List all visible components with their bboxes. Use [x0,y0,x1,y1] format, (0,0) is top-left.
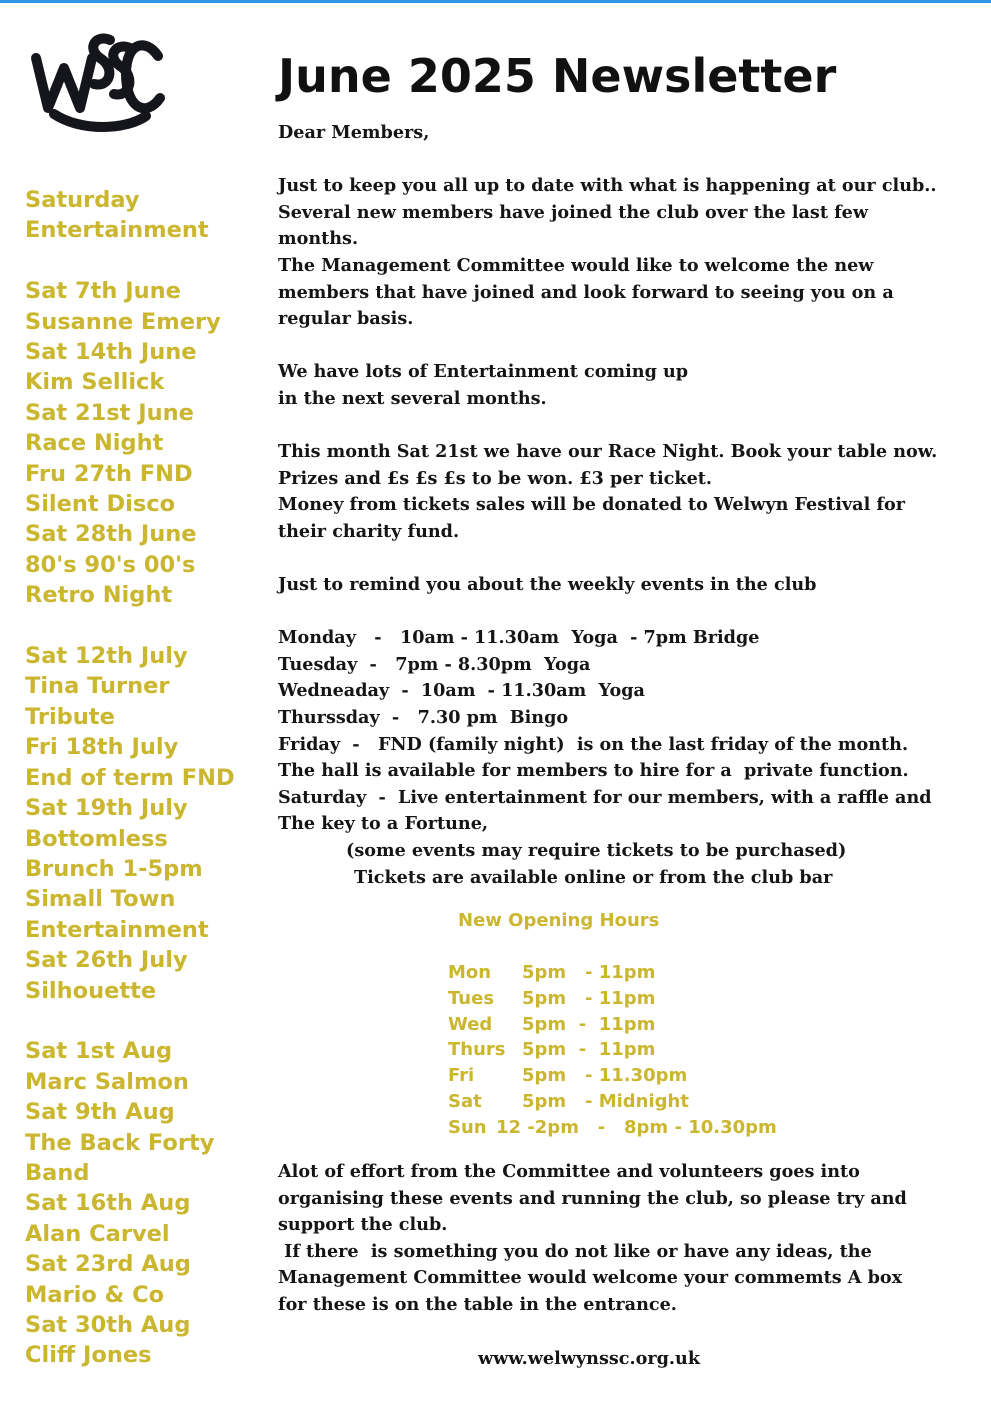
sidebar-item: End of term FND [25,764,235,791]
sidebar-item: Sat 28th June [25,521,197,548]
hours-row: Mon 5pm - 11pm [448,962,656,983]
sidebar-item: The Back Forty [25,1129,215,1156]
sidebar-item: Marc Salmon [25,1068,189,1095]
paragraph-reminder: Just to remind you about the weekly events in the club [278,574,817,596]
top-accent-bar [0,0,991,3]
sidebar-item: Silent Disco [25,491,176,518]
sidebar-item: Entertainment [25,217,209,244]
paragraph-entertainment: We have lots of Entertainment coming up in the next several months. [278,361,689,409]
sidebar-group [25,641,265,1006]
sidebar-item: Sat 1st Aug [25,1038,173,1065]
hours-row: Wed 5pm - 11pm [448,1013,656,1035]
newsletter-letter [278,120,978,891]
page-title: June 2025 Newsletter [278,49,837,103]
sidebar-item: Entertainment [25,916,209,943]
hours-row: Sat 5pm - Midnight [448,1090,689,1112]
sidebar-item: Fri 18th July [25,734,179,761]
sidebar-item: Sat 9th Aug [25,1099,175,1126]
club-logo [26,22,166,134]
sidebar-item: Sat 14th June [25,339,197,366]
website-link[interactable]: www.welwynssc.org.uk [478,1348,701,1369]
sidebar-item: Sat 30th Aug [25,1311,191,1338]
sidebar-item: Brunch 1-5pm [25,855,203,882]
sidebar-item: Sat 7th June [25,278,181,305]
sidebar-item: Band [25,1159,90,1186]
sidebar-item: Cliff Jones [25,1342,152,1369]
ticket-availability-note: Tickets are available online or from the club bar [354,866,833,888]
sidebar-item: Tina Turner [25,673,170,700]
sidebar-item: Bottomless [25,825,168,852]
sidebar-group [25,185,265,246]
hours-row: Tues 5pm - 11pm [448,987,656,1009]
paragraph-race-night: This month Sat 21st we have our Race Night. Book your table now. Prizes and £s £s £s to be won. £3 per ticket. Money from tickets sales will be donated to Welwyn Festival for their charity fund. [278,441,938,542]
sidebar-item: Sat 19th July [25,795,188,822]
sidebar-item: Sat 21st June [25,399,194,426]
sidebar-item: 80's 90's 00's [25,551,196,578]
entertainment-sidebar [25,185,265,1401]
sidebar-item: Alan Carvel [25,1220,170,1247]
sidebar-item: Simall Town [25,886,176,913]
sidebar-group [25,276,265,610]
sidebar-item: Retro Night [25,582,173,609]
sidebar-item: Fru 27th FND [25,460,193,487]
greeting: Dear Members, [278,122,430,143]
sidebar-item: Sat 12th July [25,643,188,670]
opening-hours-title: New Opening Hours [458,910,660,931]
weekly-events: Monday - 10am - 11.30am Yoga - 7pm Bridge Tuesday - 7pm - 8.30pm Yoga Wedneaday - 10am - 11.30am Yoga Thurssday - 7.30 pm Bingo Friday - FND (family night) is on the last friday of the month. The hall is available for members to hire for a private function. Saturday - Live entertainment for our members, with a raffle and The key to a Fortune, (some events may require tickets to be purchased) Tickets are available online or from the club bar [278,625,978,891]
sidebar-item: Race Night [25,430,164,457]
hours-row: Fri 5pm - 11.30pm [448,1065,688,1087]
sidebar-item: Sat 26th July [25,947,188,974]
sidebar-item: Mario & Co [25,1281,165,1308]
wssc-monogram-icon [26,22,166,134]
closing-paragraph: Alot of effort from the Committee and volunteers goes into organising these events and running the club, so please try and support the club. If there is something you do not like or have any ideas, the Management Committee would welcome your commemts A box for these is on the table in the entrance. [278,1161,907,1315]
sidebar-item: Kim Sellick [25,369,165,396]
ticket-note: (some events may require tickets to be purchased) [346,840,847,862]
opening-hours [448,908,788,1141]
paragraph-members: Just to keep you all up to date with what is happening at our club.. Several new members have joined the club over the last few months. The Management Committee would like to welcome the new members that have joined and look forward to seeing you on a regular basis. [278,175,937,330]
sidebar-item: Sat 23rd Aug [25,1251,191,1278]
hours-row: Thurs 5pm - 11pm [448,1039,656,1061]
sidebar-item: Sat 16th Aug [25,1190,191,1217]
sidebar-item: Susanne Emery [25,308,221,335]
sidebar-item: Tribute [25,703,115,730]
sidebar-item: Silhouette [25,977,157,1004]
hours-row: Sun 12 -2pm - 8pm - 10.30pm [448,1116,777,1138]
sidebar-item: Saturday [25,187,140,213]
sidebar-group [25,1036,265,1370]
